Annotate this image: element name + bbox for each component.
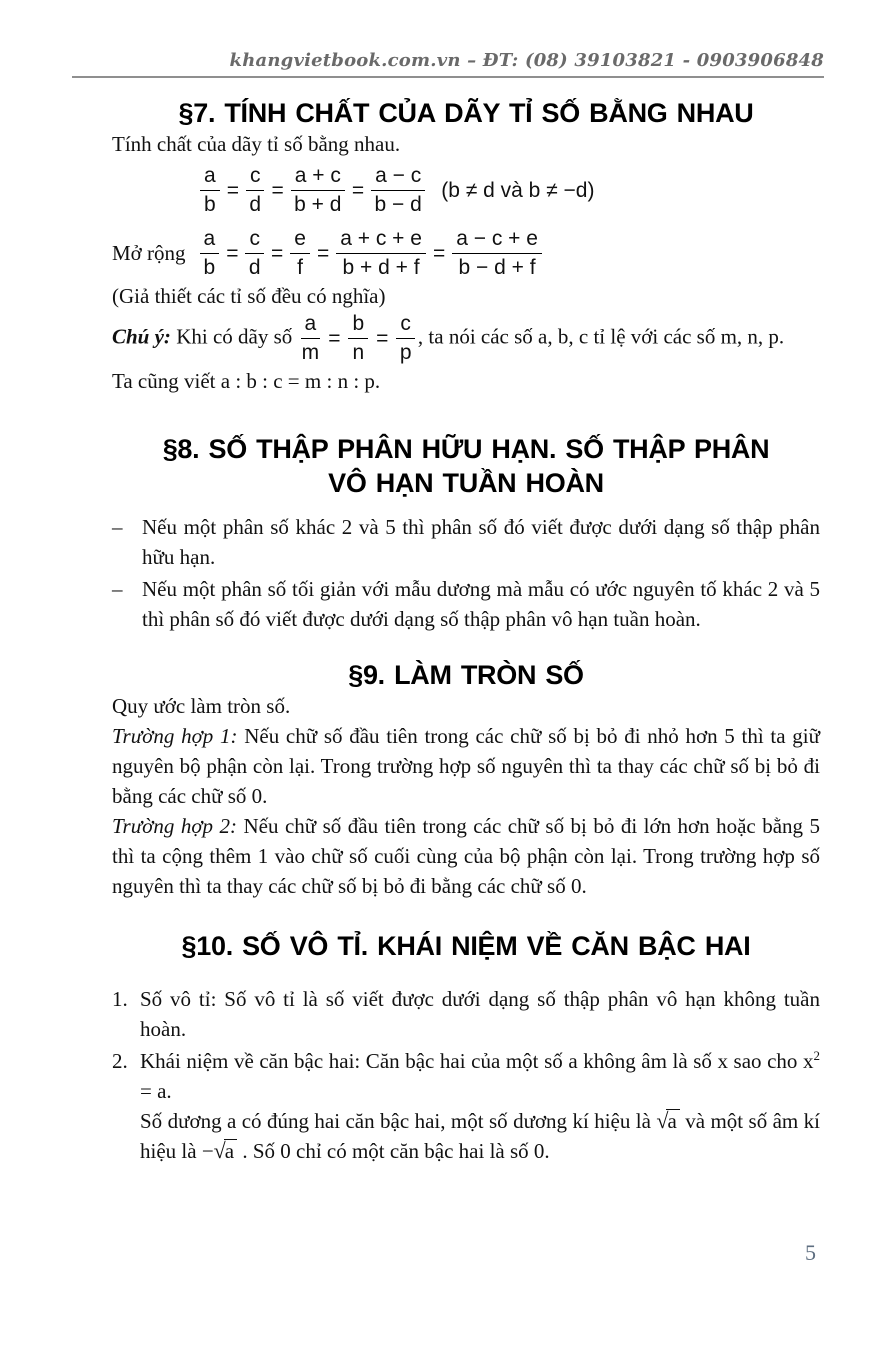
equals-sign: = xyxy=(432,241,446,265)
case2-text: Nếu chữ số đầu tiên trong các chữ số bị bỏ đi lớn hơn hoặc bằng 5 thì ta cộng thêm 1 vào chữ số cuối cùng của bộ phận còn lại. Trong trường hợp số nguyên thì ta thay các chữ số bị bỏ đi bằng các chữ số 0. xyxy=(112,814,821,898)
denominator: b xyxy=(203,256,216,279)
radical-icon: √ xyxy=(213,1138,226,1163)
s8-bullet-list xyxy=(112,512,820,634)
item2-body xyxy=(140,1046,820,1166)
exponent: 2 xyxy=(813,1048,820,1063)
fraction-difference xyxy=(371,163,425,218)
s10-numbered-list xyxy=(112,984,820,1166)
equals-sign: = xyxy=(328,326,341,350)
denominator: b + d xyxy=(294,193,342,216)
section8-title-line1: §8. SỐ THẬP PHÂN HỮU HẠN. SỐ THẬP PHÂN xyxy=(162,434,770,464)
denominator: f xyxy=(297,256,304,279)
sqrt-para-post: . Số 0 chỉ có một căn bậc hai là số 0. xyxy=(242,1139,550,1163)
s7-also-written: Ta cũng viết a : b : c = m : n : p. xyxy=(112,369,381,393)
equals-sign: = xyxy=(270,241,284,265)
s7-formula-main xyxy=(200,163,820,218)
equals-sign: = xyxy=(376,326,389,350)
fraction-a-b xyxy=(200,226,220,281)
header-site-info: khangvietbook.com.vn – ĐT: (08) 39103821 - 0903906848 xyxy=(229,50,824,71)
fraction-e-f xyxy=(290,226,310,281)
denominator: d xyxy=(249,193,262,216)
fraction-a-m xyxy=(301,311,321,366)
bullet-dash: – xyxy=(112,577,123,601)
page-content xyxy=(112,98,820,1166)
denominator: m xyxy=(301,341,320,364)
remark-pre-text: Khi có dãy số xyxy=(176,324,293,349)
denominator: b − d + f xyxy=(458,256,536,279)
remark-post-text: , ta nói các số a, b, c tỉ lệ với các số m, n, p. xyxy=(417,324,785,349)
list-item-text: Nếu một phân số tối giản với mẫu dương mà mẫu có ước nguyên tố khác 2 và 5 thì phân số đó viết được dưới dạng số thập phân vô hạn tuần hoàn. xyxy=(142,577,820,631)
equals-sign: = xyxy=(226,241,239,265)
section8-title xyxy=(112,432,820,500)
page-number: 5 xyxy=(805,1240,816,1265)
negative-sqrt-a-expression xyxy=(202,1139,237,1163)
item2-pre-text: Khái niệm về căn bậc hai: Căn bậc hai của một số a không âm là số x sao cho x xyxy=(140,1049,814,1073)
list-item xyxy=(112,512,820,572)
s9-intro: Quy ước làm tròn số. xyxy=(112,694,291,718)
fraction-sum xyxy=(291,163,345,218)
equals-sign: = xyxy=(271,178,284,202)
fraction-a-b xyxy=(200,163,220,218)
item1-text: Số vô tỉ: Số vô tỉ là số viết được dưới dạng số thập phân vô hạn không tuần hoàn. xyxy=(140,987,820,1041)
fraction-diff3 xyxy=(452,226,542,281)
list-item xyxy=(112,574,820,634)
numerator: e xyxy=(290,226,310,254)
s7-remark xyxy=(112,311,820,366)
numerator: a + c + e xyxy=(336,226,426,254)
s7-intro: Tính chất của dãy tỉ số bằng nhau. xyxy=(112,132,401,156)
numerator: c xyxy=(396,311,415,339)
section9-title: §9. LÀM TRÒN SỐ xyxy=(348,660,584,690)
item2-definition xyxy=(140,1046,820,1106)
radicand: a xyxy=(666,1109,679,1133)
item-number: 2. xyxy=(112,1049,128,1073)
page-header xyxy=(72,0,824,78)
extended-label: Mở rộng xyxy=(112,241,186,265)
section7-title: §7. TÍNH CHẤT CỦA DÃY TỈ SỐ BẰNG NHAU xyxy=(178,98,754,128)
fraction-c-d xyxy=(246,163,265,218)
radical-icon: √ xyxy=(656,1108,669,1133)
item-number: 1. xyxy=(112,987,128,1011)
list-item-text: Nếu một phân số khác 2 và 5 thì phân số đó viết được dưới dạng số thập phân hữu hạn. xyxy=(142,515,820,569)
numerator: c xyxy=(246,163,265,191)
list-item xyxy=(112,1046,820,1166)
case2-label: Trường hợp 2: xyxy=(112,814,237,838)
sqrt-para-pre: Số dương a có đúng hai căn bậc hai, một số dương kí hiệu là xyxy=(140,1109,651,1133)
fraction-sum3 xyxy=(336,226,426,281)
denominator: n xyxy=(352,341,365,364)
s9-case2 xyxy=(112,811,820,901)
denominator: p xyxy=(399,341,412,364)
denominator: b xyxy=(204,193,216,216)
numerator: a + c xyxy=(291,163,345,191)
fraction-c-p xyxy=(396,311,415,366)
fraction-c-d xyxy=(245,226,264,281)
numerator: a − c + e xyxy=(452,226,542,254)
case1-label: Trường hợp 1: xyxy=(112,724,238,748)
s7-assumption-note: (Giả thiết các tỉ số đều có nghĩa) xyxy=(112,284,386,308)
item2-post-text: = a. xyxy=(140,1079,172,1103)
remark-label: Chú ý: xyxy=(112,324,171,349)
equals-sign: = xyxy=(316,241,330,265)
numerator: a xyxy=(301,311,321,339)
formula-condition: (b ≠ d và b ≠ −d) xyxy=(441,178,595,202)
section8-title-line2: VÔ HẠN TUẦN HOÀN xyxy=(328,468,604,498)
s9-case1 xyxy=(112,721,820,811)
fraction-b-n xyxy=(348,311,368,366)
numerator: a − c xyxy=(371,163,425,191)
denominator: b − d xyxy=(374,193,422,216)
case1-text: Nếu chữ số đầu tiên trong các chữ số bị bỏ đi nhỏ hơn 5 thì ta giữ nguyên bộ phận còn lại. Trong trường hợp số nguyên thì ta thay các chữ số bị bỏ đi bằng các chữ số 0. xyxy=(112,724,820,808)
numerator: a xyxy=(200,226,220,254)
numerator: c xyxy=(245,226,264,254)
numerator: a xyxy=(200,163,220,191)
list-item xyxy=(112,984,820,1044)
item2-sqrt-paragraph xyxy=(140,1106,820,1166)
numerator: b xyxy=(348,311,368,339)
sqrt-para-mid: và một số âm kí hiệu là xyxy=(140,1109,821,1163)
section10-title: §10. SỐ VÔ TỈ. KHÁI NIỆM VỀ CĂN BẬC HAI xyxy=(181,931,751,961)
equals-sign: = xyxy=(226,178,239,202)
denominator: d xyxy=(248,256,261,279)
bullet-dash: – xyxy=(112,515,123,539)
sqrt-a-expression xyxy=(656,1109,679,1133)
equals-sign: = xyxy=(351,178,365,202)
denominator: b + d + f xyxy=(342,256,420,279)
s7-formula-extended xyxy=(112,226,820,281)
radicand: a xyxy=(224,1139,237,1163)
minus-sign: − xyxy=(201,1139,214,1163)
